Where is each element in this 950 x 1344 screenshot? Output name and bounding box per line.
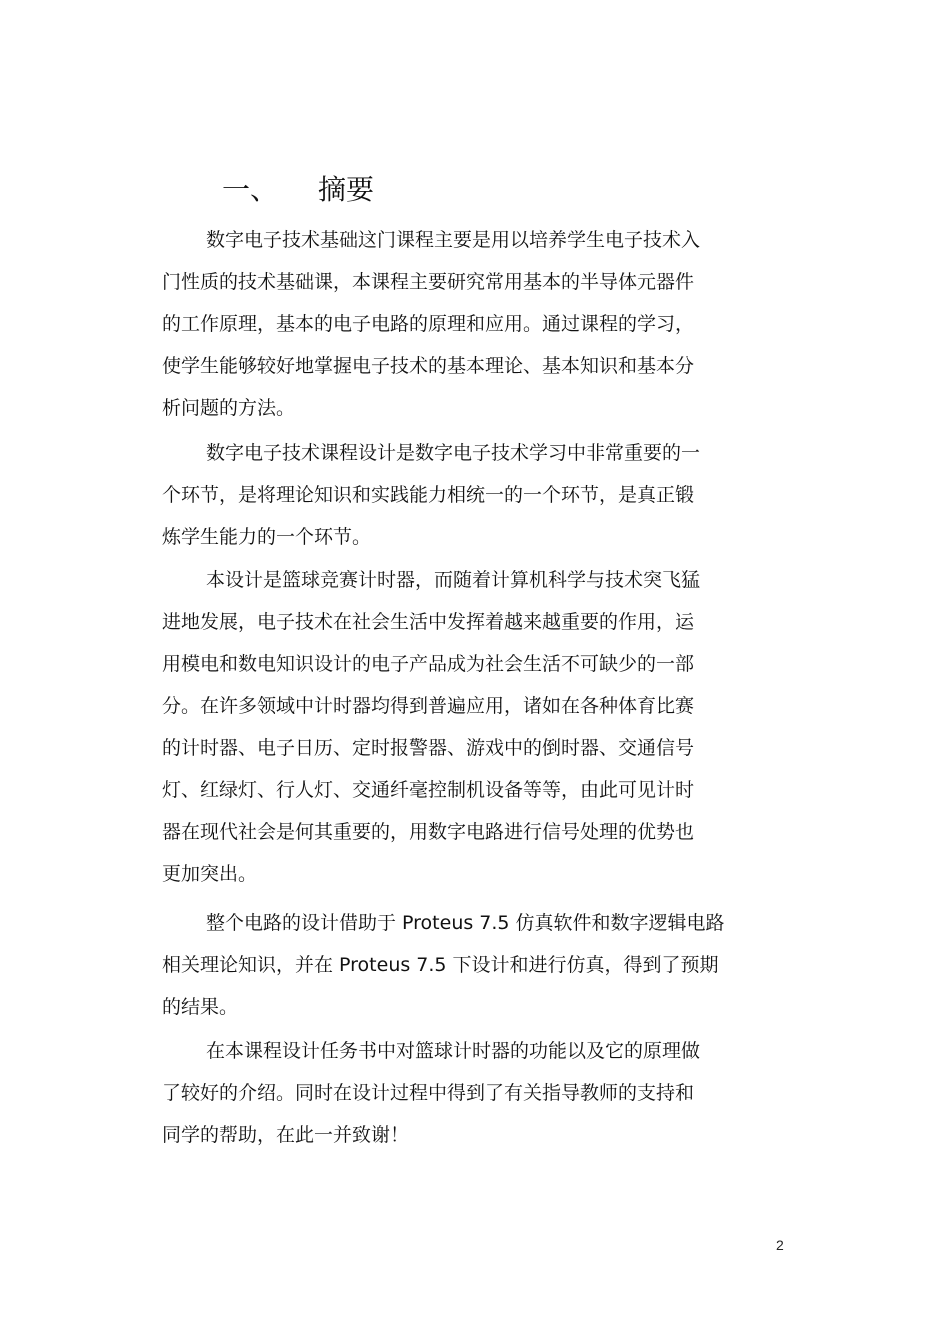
paragraph-line: 使学生能够较好地掌握电子技术的基本理论、基本知识和基本分 [162,355,695,377]
paragraph-line: 的结果。 [162,996,239,1018]
paragraph-line: 更加突出。 [162,863,258,885]
paragraph-4 [162,902,782,1028]
paragraph-3 [162,559,782,895]
paragraph-line: 了较好的介绍。同时在设计过程中得到了有关指导教师的支持和 [162,1082,695,1104]
paragraph-line: 灯、红绿灯、行人灯、交通纤毫控制机设备等等，由此可见计时 [162,779,695,801]
paragraph-line: 炼学生能力的一个环节。 [162,526,372,548]
paragraph-line: 数字电子技术基础这门课程主要是用以培养学生电子技术入 [206,229,701,251]
section-title: 摘要 [318,173,375,206]
paragraph-line: 器在现代社会是何其重要的，用数字电路进行信号处理的优势也 [162,821,695,843]
paragraph-2 [162,432,782,558]
paragraph-line: 个环节，是将理论知识和实践能力相统一的一个环节，是真正锻 [162,484,695,506]
page-number: 2 [776,1237,784,1253]
paragraph-line: 进地发展，电子技术在社会生活中发挥着越来越重要的作用，运 [162,611,695,633]
paragraph-1 [162,219,782,429]
paragraph-5 [162,1030,782,1156]
paragraph-line: 数字电子技术课程设计是数字电子技术学习中非常重要的一 [206,442,701,464]
paragraph-line: 门性质的技术基础课，本课程主要研究常用基本的半导体元器件 [162,271,695,293]
paragraph-line: 本设计是篮球竞赛计时器，而随着计算机科学与技术突飞猛 [206,569,701,591]
paragraph-line: 析问题的方法。 [162,397,296,419]
section-number: 一、 [222,173,279,206]
paragraph-line: 相关理论知识，并在 Proteus 7.5 下设计和进行仿真，得到了预期 [162,954,719,976]
paragraph-line: 同学的帮助，在此一并致谢！ [162,1124,410,1146]
paragraph-line: 分。在许多领域中计时器均得到普遍应用，诸如在各种体育比赛 [162,695,695,717]
paragraph-line: 的工作原理，基本的电子电路的原理和应用。通过课程的学习， [162,313,695,335]
paragraph-line: 的计时器、电子日历、定时报警器、游戏中的倒时器、交通信号 [162,737,695,759]
section-heading [222,170,374,210]
paragraph-line: 用模电和数电知识设计的电子产品成为社会生活不可缺少的一部 [162,653,695,675]
paragraph-line: 整个电路的设计借助于 Proteus 7.5 仿真软件和数字逻辑电路 [206,912,725,934]
paragraph-line: 在本课程设计任务书中对篮球计时器的功能以及它的原理做 [206,1040,701,1062]
